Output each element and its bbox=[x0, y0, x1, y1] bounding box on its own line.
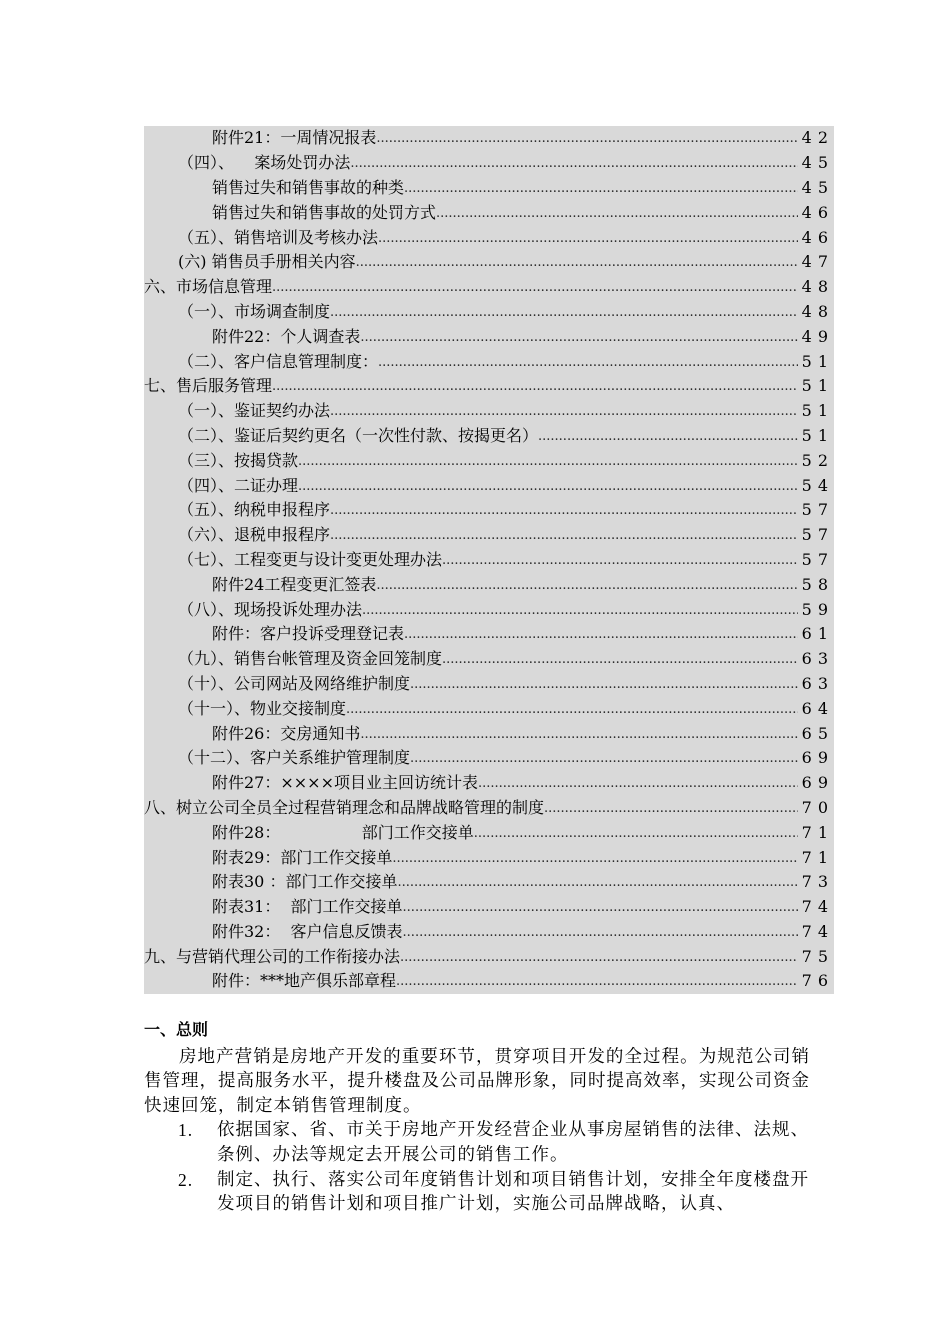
toc-dot-leader bbox=[400, 947, 798, 967]
toc-entry[interactable] bbox=[144, 399, 834, 424]
toc-dot-leader bbox=[350, 153, 798, 173]
toc-dot-leader bbox=[442, 550, 798, 570]
list-number: 1. bbox=[178, 1120, 194, 1141]
toc-page-number: 51 bbox=[801, 401, 834, 421]
toc-page-number: 70 bbox=[801, 797, 834, 817]
toc-page-number: 47 bbox=[801, 252, 834, 272]
general-section bbox=[144, 1018, 810, 1217]
toc-entry[interactable] bbox=[144, 523, 834, 548]
toc-entry-label: 附件22：个人调查表 bbox=[212, 326, 361, 346]
toc-entry[interactable] bbox=[144, 300, 834, 325]
toc-entry-label: （四）、 案场处罚办法 bbox=[178, 153, 351, 173]
toc-entry-label: 销售过失和销售事故的处罚方式 bbox=[212, 202, 437, 222]
toc-entry-label: （七）、工程变更与设计变更处理办法 bbox=[178, 549, 443, 569]
toc-page-number: 58 bbox=[801, 574, 834, 594]
toc-entry-label: （五）、纳税申报程序 bbox=[178, 500, 331, 520]
toc-dot-leader bbox=[403, 922, 798, 942]
toc-dot-leader bbox=[272, 376, 798, 396]
toc-entry-label: 附表30 ：部门工作交接单 bbox=[212, 872, 398, 892]
toc-dot-leader bbox=[330, 500, 798, 520]
toc-entry-label: 附件：***地产俱乐部章程 bbox=[212, 971, 397, 991]
toc-entry-label: （八）、现场投诉处理办法 bbox=[178, 599, 363, 619]
toc-entry-label: （五）、销售培训及考核办法 bbox=[178, 227, 379, 247]
toc-page-number: 71 bbox=[801, 822, 834, 842]
numbered-list bbox=[144, 1118, 810, 1216]
toc-entry-label: （二）、鉴证后契约更名（一次性付款、按揭更名） bbox=[178, 425, 539, 445]
toc-entry-label: 销售过失和销售事故的种类 bbox=[212, 177, 405, 197]
toc-entry[interactable] bbox=[144, 324, 834, 349]
toc-entry[interactable] bbox=[144, 647, 834, 672]
toc-dot-leader bbox=[404, 624, 798, 644]
table-of-contents bbox=[144, 126, 834, 994]
toc-entry[interactable] bbox=[144, 548, 834, 573]
toc-page-number: 45 bbox=[801, 153, 834, 173]
toc-page-number: 57 bbox=[801, 549, 834, 569]
toc-entry-label: 附表29：部门工作交接单 bbox=[212, 847, 393, 867]
intro-paragraph: 房地产营销是房地产开发的重要环节，贯穿项目开发的全过程。为规范公司销售管理，提高服务水平，提升楼盘及公司品牌形象，同时提高效率，实现公司资金快速回笼，制定本销售管理制度。 bbox=[144, 1046, 810, 1116]
toc-entry[interactable] bbox=[144, 895, 834, 920]
toc-entry-label: 七、售后服务管理 bbox=[144, 376, 273, 396]
toc-entry[interactable] bbox=[144, 448, 834, 473]
toc-entry[interactable] bbox=[144, 746, 834, 771]
toc-dot-leader bbox=[298, 476, 798, 496]
toc-entry[interactable] bbox=[144, 920, 834, 945]
toc-entry-label: （十二）、客户关系维护管理制度 bbox=[178, 748, 411, 768]
toc-dot-leader bbox=[330, 525, 798, 545]
toc-entry[interactable] bbox=[144, 250, 834, 275]
toc-dot-leader bbox=[360, 724, 798, 744]
toc-page-number: 46 bbox=[801, 227, 834, 247]
list-text: 依据国家、省、市关于房地产开发经营企业从事房屋销售的法律、法规、条例、办法等规定去开展公司的销售工作。 bbox=[217, 1120, 809, 1165]
toc-dot-leader bbox=[442, 649, 798, 669]
toc-entry[interactable] bbox=[144, 845, 834, 870]
toc-entry-label: 附件21：一周情况报表 bbox=[212, 128, 377, 148]
toc-entry[interactable] bbox=[144, 200, 834, 225]
toc-dot-leader bbox=[376, 128, 798, 148]
toc-dot-leader bbox=[404, 178, 798, 198]
toc-entry-label: 九、与营销代理公司的工作衔接办法 bbox=[144, 946, 401, 966]
toc-entry-label: （一）、鉴证契约办法 bbox=[178, 401, 331, 421]
toc-entry-label: （二）、客户信息管理制度： bbox=[178, 351, 379, 371]
toc-entry-label: 附件28： 部门工作交接单 bbox=[212, 822, 474, 842]
toc-dot-leader bbox=[436, 203, 798, 223]
list-number: 2. bbox=[178, 1169, 194, 1190]
toc-page-number: 74 bbox=[801, 921, 834, 941]
toc-page-number: 76 bbox=[801, 971, 834, 991]
toc-entry-label: （一）、市场调查制度 bbox=[178, 301, 331, 321]
toc-entry[interactable] bbox=[144, 349, 834, 374]
toc-page-number: 48 bbox=[801, 277, 834, 297]
toc-page-number: 74 bbox=[801, 897, 834, 917]
toc-page-number: 59 bbox=[801, 599, 834, 619]
toc-dot-leader bbox=[544, 798, 798, 818]
toc-dot-leader bbox=[396, 971, 798, 991]
toc-dot-leader bbox=[330, 401, 798, 421]
toc-entry-label: （四）、二证办理 bbox=[178, 475, 299, 495]
toc-entry[interactable] bbox=[144, 771, 834, 796]
toc-dot-leader bbox=[360, 327, 798, 347]
toc-page-number: 51 bbox=[801, 425, 834, 445]
toc-entry[interactable] bbox=[144, 721, 834, 746]
toc-dot-leader bbox=[356, 252, 798, 272]
toc-entry[interactable] bbox=[144, 498, 834, 523]
toc-dot-leader bbox=[474, 823, 798, 843]
toc-dot-leader bbox=[330, 302, 798, 322]
toc-dot-leader bbox=[403, 897, 798, 917]
toc-dot-leader bbox=[298, 451, 798, 471]
list-text: 制定、执行、落实公司年度销售计划和项目销售计划，安排全年度楼盘开发项目的销售计划和项目推广计划，实施公司品牌战略，认真、 bbox=[217, 1169, 809, 1215]
toc-entry[interactable] bbox=[144, 820, 834, 845]
toc-dot-leader bbox=[478, 773, 798, 793]
toc-page-number: 42 bbox=[801, 128, 834, 148]
toc-dot-leader bbox=[272, 277, 798, 297]
toc-page-number: 64 bbox=[801, 698, 834, 718]
toc-entry[interactable] bbox=[144, 672, 834, 697]
toc-entry[interactable] bbox=[144, 944, 834, 969]
toc-page-number: 51 bbox=[801, 351, 834, 371]
toc-page-number: 69 bbox=[801, 748, 834, 768]
toc-entry-label: 附件27：××××项目业主回访统计表 bbox=[212, 773, 478, 793]
toc-entry-label: 附件26：交房通知书 bbox=[212, 723, 361, 743]
toc-entry-label: （九）、销售台帐管理及资金回笼制度 bbox=[178, 649, 443, 669]
toc-dot-leader bbox=[378, 228, 798, 248]
toc-entry[interactable] bbox=[144, 225, 834, 250]
toc-entry[interactable] bbox=[144, 151, 834, 176]
toc-entry[interactable] bbox=[144, 597, 834, 622]
toc-page-number: 69 bbox=[801, 773, 834, 793]
toc-entry-label: (六) 销售员手册相关内容 bbox=[178, 252, 356, 272]
toc-dot-leader bbox=[410, 674, 798, 694]
toc-entry[interactable] bbox=[144, 176, 834, 201]
toc-entry[interactable] bbox=[144, 870, 834, 895]
toc-page-number: 45 bbox=[801, 177, 834, 197]
toc-entry-label: （十）、公司网站及网络维护制度 bbox=[178, 673, 411, 693]
toc-entry-label: 附件：客户投诉受理登记表 bbox=[212, 624, 405, 644]
toc-entry[interactable] bbox=[144, 696, 834, 721]
toc-page-number: 49 bbox=[801, 326, 834, 346]
toc-page-number: 54 bbox=[801, 475, 834, 495]
toc-entry[interactable] bbox=[144, 622, 834, 647]
toc-entry-label: 六、市场信息管理 bbox=[144, 277, 273, 297]
toc-entry[interactable] bbox=[144, 424, 834, 449]
list-item bbox=[144, 1118, 810, 1167]
toc-dot-leader bbox=[346, 699, 798, 719]
toc-dot-leader bbox=[378, 352, 798, 372]
toc-entry-label: 附件32： 客户信息反馈表 bbox=[212, 921, 403, 941]
toc-entry[interactable] bbox=[144, 126, 834, 151]
toc-entry-label: （六）、退税申报程序 bbox=[178, 525, 331, 545]
toc-page-number: 73 bbox=[801, 872, 834, 892]
toc-page-number: 63 bbox=[801, 673, 834, 693]
toc-entry-label: 附表31： 部门工作交接单 bbox=[212, 897, 403, 917]
toc-page-number: 46 bbox=[801, 202, 834, 222]
toc-page-number: 51 bbox=[801, 376, 834, 396]
toc-entry[interactable] bbox=[144, 572, 834, 597]
toc-page-number: 65 bbox=[801, 723, 834, 743]
toc-page-number: 57 bbox=[801, 525, 834, 545]
toc-page-number: 48 bbox=[801, 301, 834, 321]
toc-entry[interactable] bbox=[144, 969, 834, 994]
list-item bbox=[144, 1168, 810, 1217]
toc-entry-label: （十一）、物业交接制度 bbox=[178, 698, 347, 718]
toc-page-number: 75 bbox=[801, 946, 834, 966]
toc-page-number: 71 bbox=[801, 847, 834, 867]
toc-dot-leader bbox=[376, 575, 798, 595]
toc-page-number: 63 bbox=[801, 649, 834, 669]
toc-entry[interactable] bbox=[144, 473, 834, 498]
toc-page-number: 52 bbox=[801, 450, 834, 470]
toc-entry[interactable] bbox=[144, 275, 834, 300]
toc-entry-label: 附件24工程变更汇签表 bbox=[212, 574, 377, 594]
toc-entry-label: 八、树立公司全员全过程营销理念和品牌战略管理的制度 bbox=[144, 797, 545, 817]
toc-dot-leader bbox=[397, 872, 798, 892]
toc-entry-label: （三）、按揭贷款 bbox=[178, 450, 299, 470]
toc-entry[interactable] bbox=[144, 374, 834, 399]
toc-dot-leader bbox=[538, 426, 798, 446]
toc-dot-leader bbox=[410, 748, 798, 768]
toc-page-number: 61 bbox=[801, 624, 834, 644]
toc-page-number: 57 bbox=[801, 500, 834, 520]
section-heading: 一、总则 bbox=[144, 1020, 209, 1039]
toc-dot-leader bbox=[392, 848, 798, 868]
toc-entry[interactable] bbox=[144, 796, 834, 821]
toc-dot-leader bbox=[362, 600, 798, 620]
